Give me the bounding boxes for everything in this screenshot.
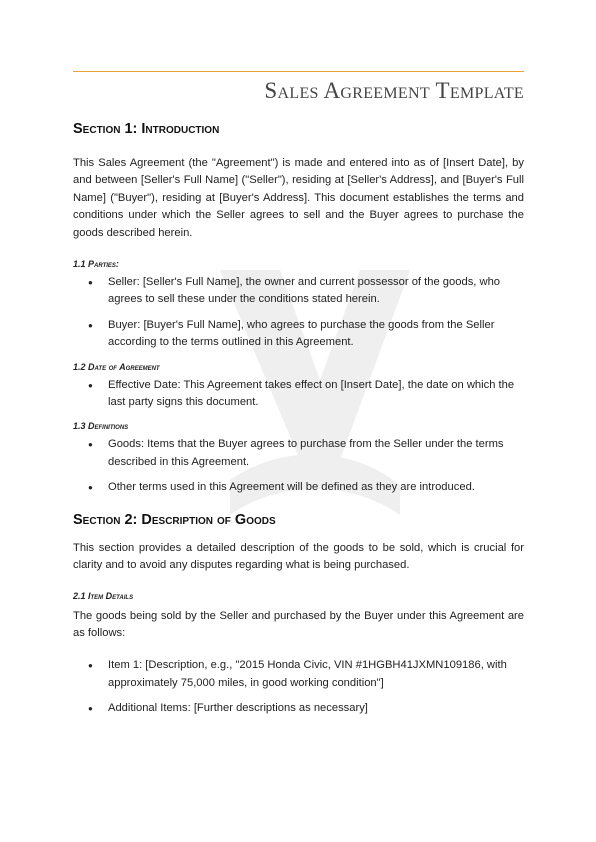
items-list xyxy=(73,657,524,717)
section1-intro: This Sales Agreement (the "Agreement") is made and entered into as of [Insert Date], by and between [Seller's Full Name] ("Seller"), residing at [Seller's Address], and [Buyer's Full Name] ("Buyer"), residing at [Buyer's Address]. This document establishes the terms and conditions under which the Seller agrees to sell and the Buyer agrees to purchase the goods described herein. xyxy=(73,157,524,239)
subsection-1-2-heading: 1.2 Date of Agreement xyxy=(73,361,160,372)
item-details-text: The goods being sold by the Seller and purchased by the Buyer under this Agreement are as follows: xyxy=(73,609,524,639)
section2-heading: Section 2: Description of Goods xyxy=(73,511,276,528)
subsection-1-3-heading: 1.3 Definitions xyxy=(73,421,129,432)
section1-heading: Section 1: Introduction xyxy=(73,121,220,137)
list-item: ● Additional Items: [Further descriptions as necessary] xyxy=(73,700,524,717)
subsection-2-1-heading: 2.1 Item Details xyxy=(73,590,134,601)
list-item: ● Buyer: [Buyer's Full Name], who agrees to purchase the goods from the Seller according to the terms outlined in this Agreement. xyxy=(73,317,524,352)
list-item: ● Effective Date: This Agreement takes effect on [Insert Date], the date on which the last party signs this document. xyxy=(73,377,524,412)
list-item: ● Goods: Items that the Buyer agrees to purchase from the Seller under the terms described in this Agreement. xyxy=(73,436,524,471)
list-item: ● Other terms used in this Agreement will be defined as they are introduced. xyxy=(73,479,524,496)
list-item: ● Seller: [Seller's Full Name], the owner and current possessor of the goods, who agrees to sell these under the conditions stated herein. xyxy=(73,274,524,309)
section2-intro: This section provides a detailed description of the goods to be sold, which is crucial for clarity and to avoid any disputes regarding what is being purchased. xyxy=(73,541,524,572)
definitions-list xyxy=(73,436,524,496)
date-list xyxy=(73,377,524,412)
list-item: ● Item 1: [Description, e.g., "2015 Honda Civic, VIN #1HGBH41JXMN109186, with approximately 75,000 miles, in good working condition"] xyxy=(73,657,524,692)
document-title: Sales Agreement Template xyxy=(264,78,524,103)
document-body xyxy=(73,121,524,718)
title-rule xyxy=(73,71,524,72)
parties-list xyxy=(73,274,524,352)
subsection-1-1-heading: 1.1 Parties: xyxy=(73,259,119,270)
